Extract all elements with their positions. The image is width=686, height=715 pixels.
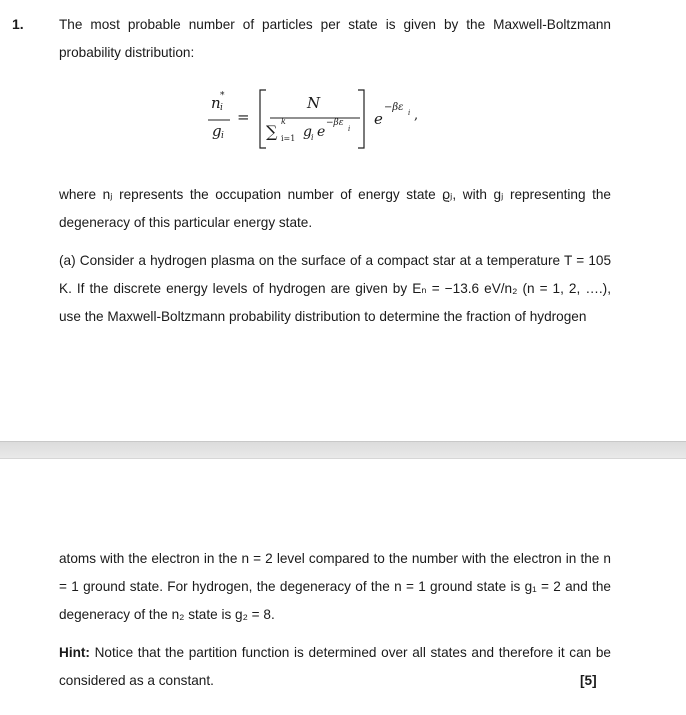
sum-exp-base: e — [317, 124, 326, 140]
hint-paragraph — [59, 639, 611, 695]
lhs-denominator: g — [212, 122, 222, 140]
hint-label: Hint: — [59, 645, 90, 660]
outer-exponent: −βε — [384, 102, 404, 113]
lhs-numerator-sub: i — [220, 103, 223, 113]
sum-term-sub: i — [311, 133, 314, 142]
sum-symbol: ∑ — [266, 122, 278, 141]
lhs-numerator: n — [211, 94, 221, 112]
lhs-denominator-sub: i — [221, 131, 224, 141]
continuation-paragraph: atoms with the electron in the n = 2 level compared to the number with the electron in the n = 1 ground state. For hydrogen, the degeneracy of the n = 1 ground state is g₁ = 2 and the degeneracy of the n₂ state is g₂ = 8. — [59, 551, 611, 622]
sum-upper-limit: k — [281, 117, 286, 126]
sum-exponent: −βε — [326, 118, 344, 128]
question-number: 1. — [12, 16, 24, 32]
question-intro: The most probable number of particles per state is given by the Maxwell-Boltzmann probability distribution: — [59, 17, 611, 60]
bracket-numerator: N — [307, 94, 321, 112]
outer-exp-base: e — [374, 110, 383, 128]
hint-text: Notice that the partition function is determined over all states and therefore it can be considered as a constant. — [59, 645, 611, 688]
sum-exponent-sub: i — [348, 125, 351, 133]
lhs-numerator-sup: * — [220, 91, 225, 101]
sum-lower-limit: i=1 — [281, 134, 296, 143]
where-paragraph: where nⱼ represents the occupation number of energy state ϱⱼ, with gⱼ representing the degeneracy of this particular energy state. — [59, 187, 611, 230]
marks-label: [5] — [580, 673, 597, 688]
equals-sign: = — [237, 108, 250, 126]
formula-trailing-comma: , — [414, 108, 419, 123]
outer-exponent-sub: i — [408, 109, 411, 117]
part-a-paragraph: (a) Consider a hydrogen plasma on the surface of a compact star at a temperature T = 105 K. If the discrete energy levels of hydrogen are given by Eₙ = −13.6 eV/n₂ (n = 1, 2, ….), use the Maxwell-Boltzmann probability distribution to determine the fraction of hydrogen — [59, 253, 611, 324]
sum-term: g — [303, 124, 312, 140]
maxwell-boltzmann-formula — [190, 82, 470, 162]
page-break-divider — [0, 441, 686, 459]
